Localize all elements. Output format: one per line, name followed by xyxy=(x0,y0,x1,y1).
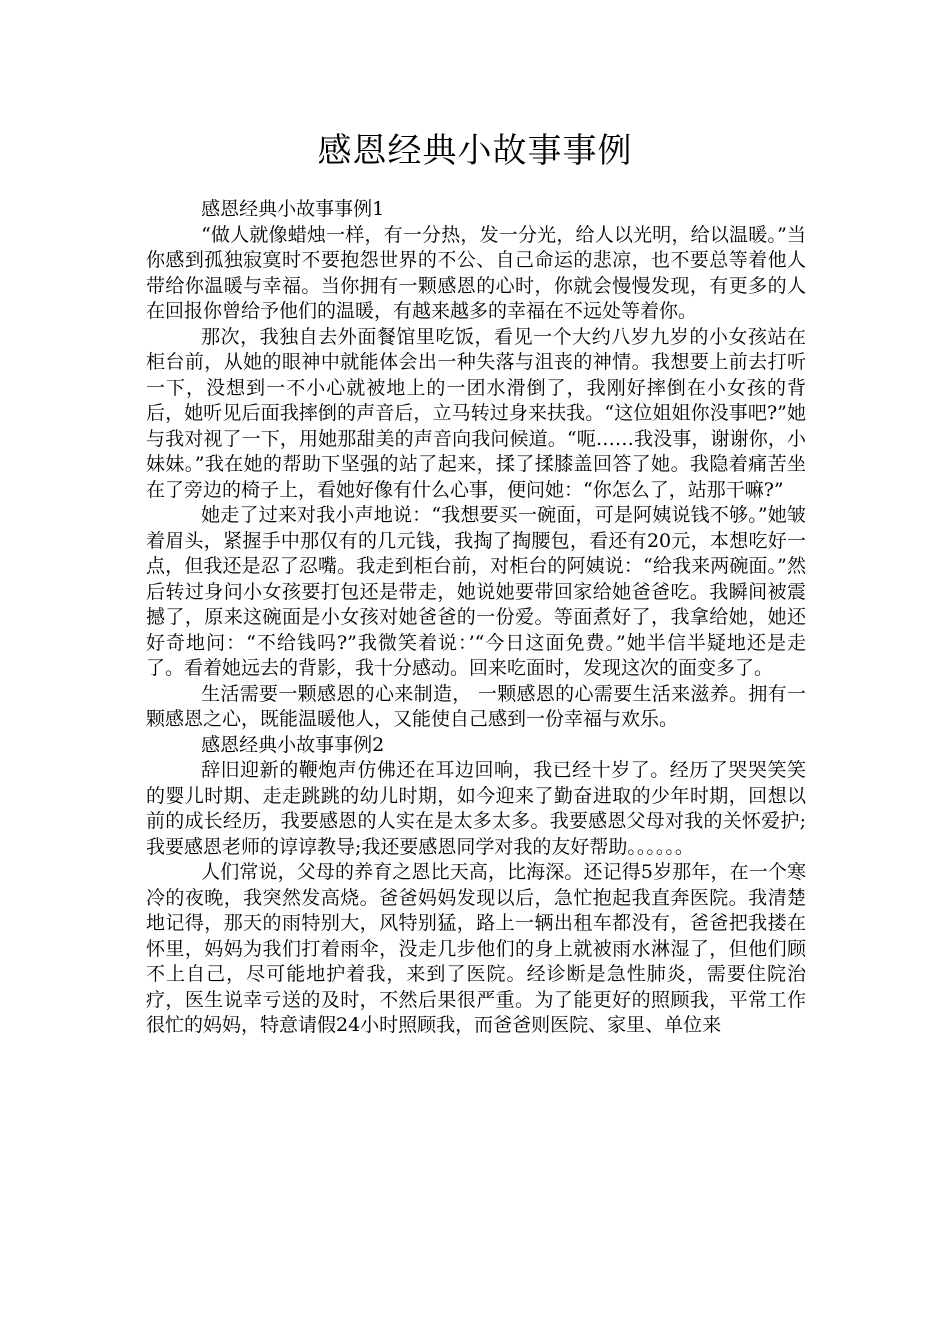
paragraph: 她走了过来对我小声地说：“我想要买一碗面，可是阿姨说钱不够。”她皱着眉头，紧握手中那仅有的几元钱，我掏了掏腰包，看还有20元，本想吃好一点，但我还是忍了忍嘴。我走到柜台前，对柜台的阿姨说：“给我来两碗面。”然后转过身问小女孩要打包还是带走，她说她要带回家给她爸爸吃。我瞬间被震撼了，原来这碗面是小女孩对她爸爸的一份爱。等面煮好了，我拿给她，她还好奇地问：“不给钱吗?”我微笑着说：’“今日这面免费。”她半信半疑地还是走了。看着她远去的背影，我十分感动。回来吃面时，发现这次的面变多了。 xyxy=(146,504,806,679)
paragraph: 人们常说，父母的养育之恩比天高，比海深。还记得5岁那年，在一个寒冷的夜晚，我突然发高烧。爸爸妈妈发现以后，急忙抱起我直奔医院。我清楚地记得，那天的雨特别大，风特别猛，路上一辆出租车都没有，爸爸把我搂在怀里，妈妈为我们打着雨伞，没走几步他们的身上就被雨水淋湿了，但他们顾不上自己，尽可能地护着我，来到了医院。经诊断是急性肺炎，需要住院治疗，医生说幸亏送的及时，不然后果很严重。为了能更好的照顾我，平常工作很忙的妈妈，特意请假24小时照顾我，而爸爸则医院、家里、单位来 xyxy=(146,861,806,1036)
paragraph: 那次，我独自去外面餐馆里吃饭，看见一个大约八岁九岁的小女孩站在柜台前，从她的眼神中就能体会出一种失落与沮丧的神情。我想要上前去打听一下，没想到一不小心就被地上的一团水滑倒了，我刚好摔倒在小女孩的背后，她听见后面我摔倒的声音后，立马转过身来扶我。“这位姐姐你没事吧?”她与我对视了一下，用她那甜美的声音向我问候道。“呃……我没事，谢谢你，小妹妹。”我在她的帮助下坚强的站了起来，揉了揉膝盖回答了她。我隐着痛苦坐在了旁边的椅子上，看她好像有什么心事，便问她：“你怎么了，站那干嘛?” xyxy=(146,325,806,501)
section-heading-1: 感恩经典小故事事例1 xyxy=(201,198,385,220)
document-body xyxy=(146,197,806,1039)
document-title: 感恩经典小故事事例 xyxy=(317,131,633,171)
paragraph: 生活需要一颗感恩的心来制造， 一颗感恩的心需要生活来滋养。拥有一颗感恩之心，既能温暖他人，又能使自己感到一份幸福与欢乐。 xyxy=(146,682,806,730)
paragraph: “做人就像蜡烛一样，有一分热，发一分光，给人以光明，给以温暖。”当你感到孤独寂寞时不要抱怨世界的不公、自己命运的悲凉，也不要总等着他人带给你温暖与幸福。当你拥有一颗感恩的心时，你就会慢慢发现，有更多的人在回报你曾给予他们的温暖，有越来越多的幸福在不远处等着你。 xyxy=(146,223,806,322)
section-heading-2: 感恩经典小故事事例2 xyxy=(201,733,385,756)
paragraph: 辞旧迎新的鞭炮声仿佛还在耳边回响，我已经十岁了。经历了哭哭笑笑的婴儿时期、走走跳跳的幼儿时期，如今迎来了勤奋进取的少年时期，回想以前的成长经历，我要感恩的人实在是太多太多。我要感恩父母对我的关怀爱护;我要感恩老师的谆谆教导;我还要感恩同学对我的友好帮助。。。。。。 xyxy=(146,759,806,858)
